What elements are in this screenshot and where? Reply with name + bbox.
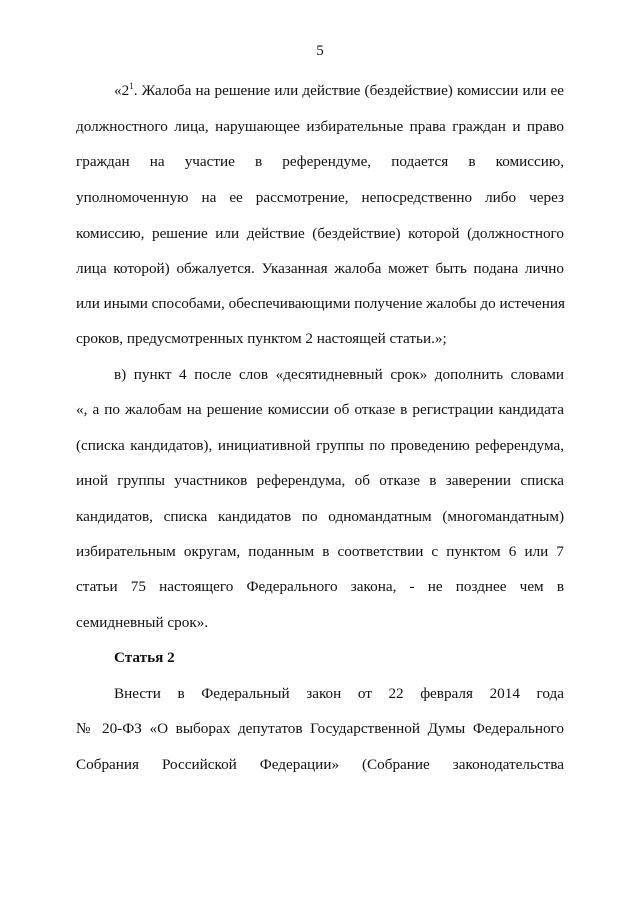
- paragraph-line: (списка кандидатов), инициативной группы по проведению референдума,: [76, 437, 564, 454]
- line-text-post: . Жалоба на решение или действие (бездействие) комиссии или ее: [133, 82, 564, 99]
- paragraph-line: избирательным округам, поданным в соответствии с пунктом 6 или 7: [76, 543, 564, 560]
- paragraph-line: граждан на участие в референдуме, подается в комиссию,: [76, 153, 564, 170]
- paragraph-line: лица которой) обжалуется. Указанная жалоба может быть подана лично: [76, 260, 564, 277]
- paragraph-line: в) пункт 4 после слов «десятидневный срок» дополнить словами: [114, 366, 564, 383]
- paragraph-line: семидневный срок».: [76, 614, 209, 631]
- page-number: 5: [316, 43, 324, 59]
- article-heading: Статья 2: [114, 649, 175, 666]
- paragraph-line: статьи 75 настоящего Федерального закона, - не позднее чем в: [76, 578, 564, 595]
- line-text-pre: «2: [114, 82, 130, 99]
- paragraph-line: кандидатов, списка кандидатов по одномандатным (многомандатным): [76, 508, 564, 525]
- paragraph-line: или иными способами, обеспечивающими получение жалобы до истечения: [76, 295, 565, 312]
- paragraph-line: должностного лица, нарушающее избирательные права граждан и право: [76, 118, 564, 135]
- paragraph-line: [114, 81, 564, 101]
- paragraph-line: Внести в Федеральный закон от 22 февраля 2014 года: [114, 685, 564, 702]
- paragraph-line: сроков, предусмотренных пунктом 2 настоящей статьи.»;: [76, 330, 447, 347]
- paragraph-line: иной группы участников референдума, об отказе в заверении списка: [76, 472, 564, 489]
- paragraph-line: комиссию, решение или действие (бездействие) которой (должностного: [76, 225, 564, 242]
- paragraph-line: «, а по жалобам на решение комиссии об отказе в регистрации кандидата: [76, 401, 564, 418]
- paragraph-line: уполномоченную на ее рассмотрение, непосредственно либо через: [76, 189, 564, 206]
- paragraph-line: № 20-ФЗ «О выборах депутатов Государственной Думы Федерального: [76, 720, 564, 737]
- superscript-mark: 1: [129, 80, 134, 91]
- paragraph-line: Собрания Российской Федерации» (Собрание законодательства: [76, 756, 564, 773]
